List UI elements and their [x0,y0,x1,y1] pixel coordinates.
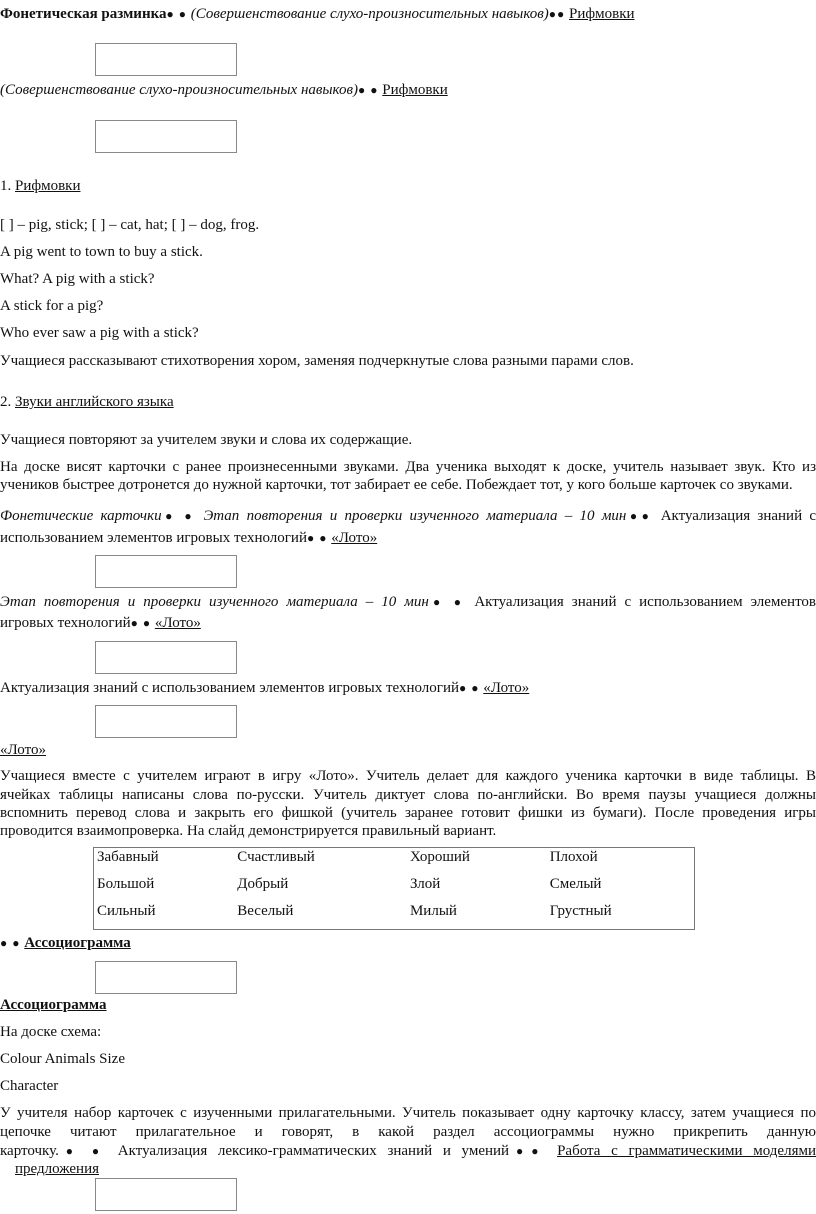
paragraph-line: У учителя набор карточек с изученными прилагательными. Учитель показывает одну карточку классу, затем учащиеся по [0,1105,816,1121]
section-2-heading [0,393,174,411]
bullet-dots-icon: ● ● [358,83,379,97]
paragraph-line: проводится взаимопроверка. На слайд демонстрируется правильный вариант. [0,823,497,839]
assoc-heading [0,996,107,1014]
table-cell: Плохой [549,849,598,865]
table-cell: Добрый [237,876,289,892]
loto-link[interactable]: «Лото» [0,742,46,758]
section-number: 2. [0,394,12,410]
table-cell: Грустный [549,903,612,919]
game-tech-text: использованием элементов игровых технологий [0,530,307,546]
block-b-line2 [0,614,201,632]
table-row [94,902,695,930]
rhyme-line: A pig went to town to buy a stick. [0,244,203,260]
section-1-heading [0,177,80,195]
image-placeholder [95,555,237,588]
section-2-intro: Учащиеся повторяют за учителем звуки и слова их содержащие. [0,432,413,448]
image-placeholder [95,120,237,153]
loto-link[interactable]: «Лото» [154,615,201,631]
table-cell: Смелый [549,876,602,892]
bullet-dots-icon: ● ● [0,936,21,950]
actualization-text: Актуализация знаний с использованием элементов игровых технологий [0,680,460,696]
table-row [94,875,695,902]
table-cell: Злой [409,876,441,892]
instruction-text: Учащиеся рассказывают стихотворения хором, заменяя подчеркнутые слова разными парами слов. [0,353,634,369]
assoc-heading-link[interactable]: Ассоциограмма [0,997,107,1013]
table-cell: Веселый [237,903,294,919]
warmup-line [0,5,635,23]
paragraph-line: вспомнить перевод слова и закрыть его фишкой (учитель заранее готовит фишки из бумаги). После проведения игры [0,805,816,821]
table-cell: Хороший [409,849,470,865]
table-cell: Большой [97,876,155,892]
rhymes-link[interactable]: Рифмовки [569,6,635,22]
loto-table [93,847,695,930]
table-cell: Сильный [97,903,156,919]
rhyme-line: [ ] – pig, stick; [ ] – cat, hat; [ ] – dog, frog. [0,217,260,233]
grammar-models-link-cont[interactable]: предложения [15,1161,100,1177]
actualization-text: Актуализация знаний с использованием элементов [474,594,816,610]
assoc-link[interactable]: Ассоциограмма [24,935,131,951]
english-sounds-link[interactable]: Звуки английского языка [15,394,174,410]
table-cell: Забавный [97,849,159,865]
image-placeholder [95,1178,237,1211]
stage-text: Этап повторения и проверки изученного материала – 10 мин [0,594,429,610]
rhymes-link[interactable]: Рифмовки [382,82,448,98]
image-placeholder [95,961,237,994]
actualization-text: Актуализация знаний с [660,508,816,524]
card-text: карточку. [0,1143,59,1159]
table-row [94,848,695,876]
loto-link[interactable]: «Лото» [483,680,530,696]
paragraph-line-3 [0,1142,816,1160]
warmup-title: Фонетическая разминка [0,6,167,22]
bullet-dots-icon: ●● [548,7,566,21]
scheme-words: Character [0,1078,59,1094]
loto-heading [0,741,46,759]
section-number: 1. [0,178,12,194]
paragraph-line: ячейках таблицы написаны слова по-русски. Учитель диктует слова по-английски. Во время паузы учащиеся должны [0,787,816,803]
lexico-text: Актуализация лексико-грамматических знаний и умений [117,1143,510,1159]
stage-text: Этап повторения и проверки изученного материала – 10 мин [203,508,627,524]
paragraph-line: Учащиеся вместе с учителем играют в игру «Лото». Учитель делает для каждого ученика карточки в виде таблицы. В [0,768,816,784]
repeat-subtitle: (Совершенствование слухо-произносительных навыков) [0,82,359,98]
bullet-dots-icon: ● ● [166,7,188,21]
scheme-text: На доске схема: [0,1024,102,1040]
paragraph-line: цепочке читают прилагательное и говорят, в какой раздел ассоциограммы нужно прикрепить данную [0,1124,816,1140]
bullet-dots-icon: ● ● [161,509,197,523]
bullet-dots-icon: ●● [626,509,654,523]
bullet-dots-icon: ● ● [130,616,152,630]
image-placeholder [95,705,237,738]
bullet-dots-icon: ● ● [306,531,328,545]
grammar-link-cont [15,1160,99,1178]
block-c-line [0,679,529,697]
image-placeholder [95,641,237,674]
paragraph-line: учеников быстрее дотронется до нужной карточки, тот забирает ее себе. Побеждает тот, у кого больше карточек со звуками. [0,477,793,493]
game-tech-text: игровых технологий [0,615,131,631]
block-a-line2 [0,529,377,547]
rhyme-line: What? A pig with a stick? [0,271,155,287]
loto-link[interactable]: «Лото» [331,530,378,546]
bullet-dots-icon: ●● [509,1144,547,1158]
phonetic-cards-text: Фонетические карточки [0,508,162,524]
warmup-subtitle: (Совершенствование слухо-произносительных навыков) [190,6,549,22]
table-cell: Милый [409,903,457,919]
image-placeholder [95,43,237,76]
block-b-line1 [0,593,816,611]
rhymes-link[interactable]: Рифмовки [15,178,81,194]
table-cell: Счастливый [237,849,315,865]
block-a-line1 [0,507,816,525]
bullet-dots-icon: ● ● [428,595,467,609]
rhyme-line: Who ever saw a pig with a stick? [0,325,199,341]
bullet-dots-icon: ● ● [58,1144,108,1158]
scheme-words: Colour Animals Size [0,1051,125,1067]
grammar-models-link[interactable]: Работа с грамматическими моделями [557,1143,816,1159]
paragraph-line: На доске висят карточки с ранее произнесенными звуками. Два ученика выходят к доске, учитель называет звук. Кто из [0,459,816,475]
repeat-line [0,81,448,99]
assoc-line [0,934,131,952]
bullet-dots-icon: ● ● [459,681,480,695]
rhyme-line: A stick for a pig? [0,298,104,314]
